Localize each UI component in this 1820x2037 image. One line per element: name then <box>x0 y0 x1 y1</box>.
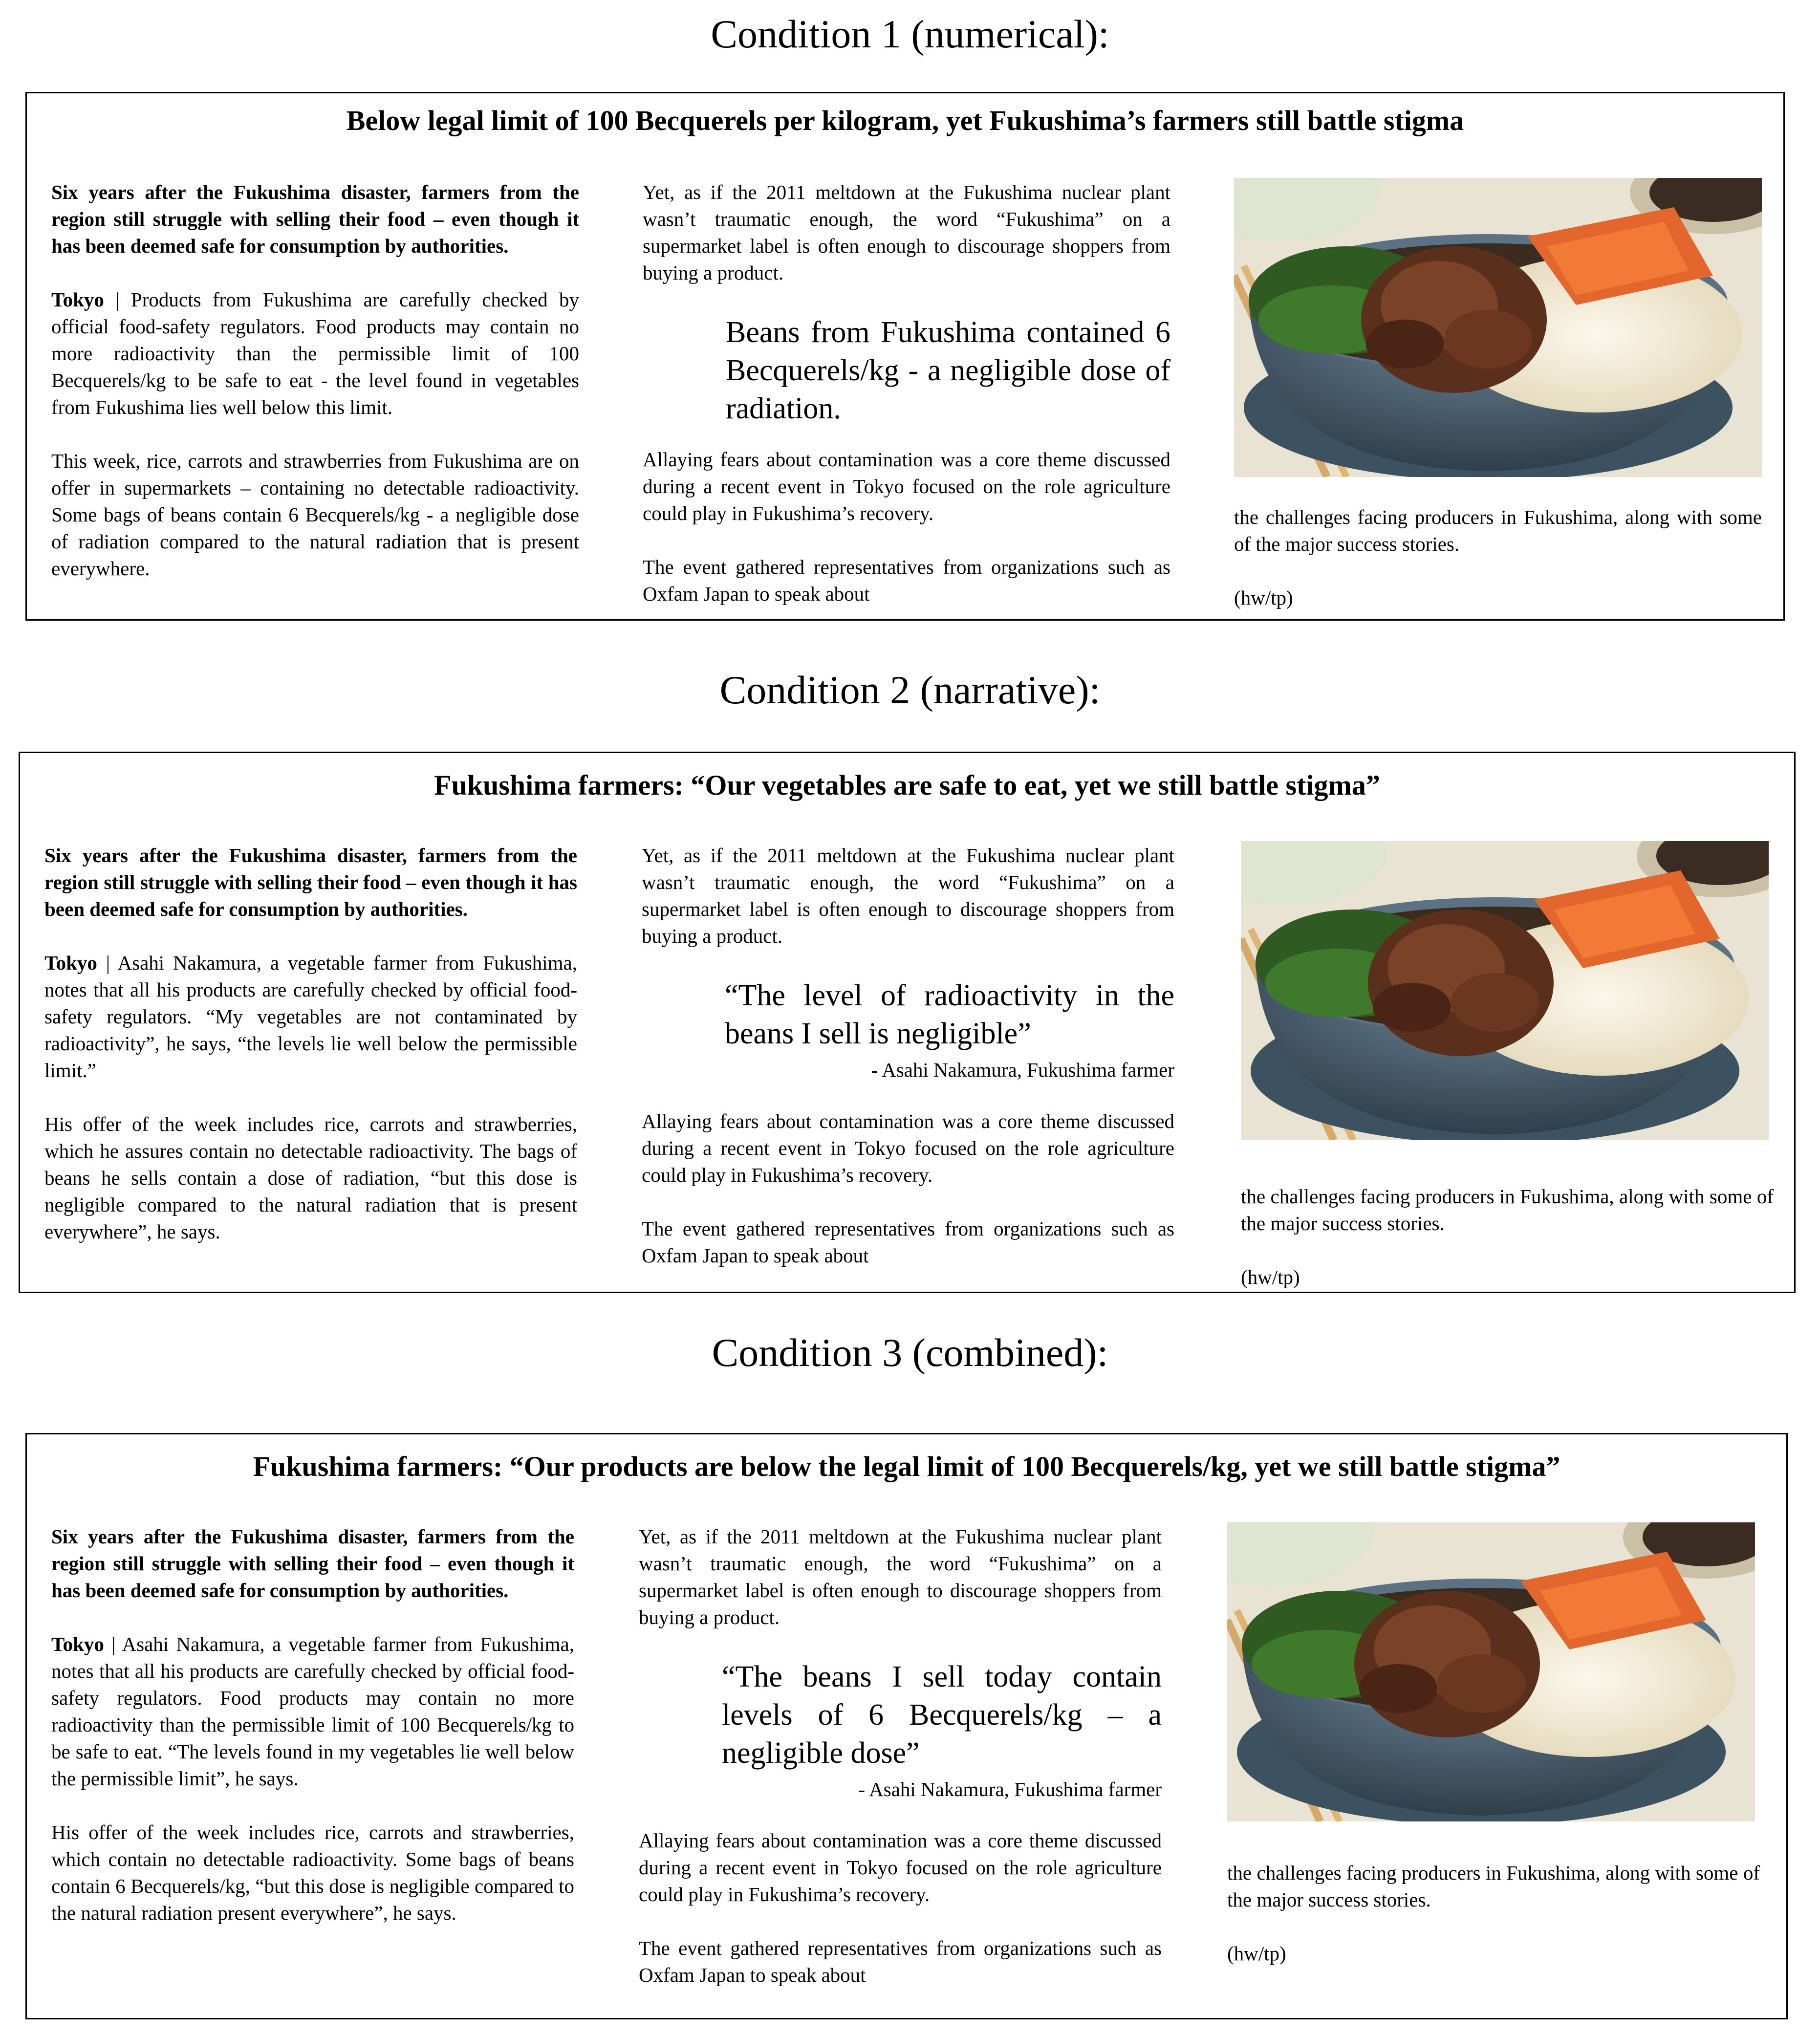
article-column-middle <box>642 842 1174 1269</box>
middle-paragraph-1: Yet, as if the 2011 meltdown at the Fukushima nuclear plant wasn’t traumatic enough, the word “Fukushima” on a supermarket label is often enough to discourage shoppers from buying a product. <box>639 1525 1162 1628</box>
right-paragraph: the challenges facing producers in Fukushima, along with some of the major success stories. <box>1241 1185 1774 1235</box>
article-column-right <box>1227 1860 1760 1994</box>
article-panel <box>25 92 1785 621</box>
article-headline: Fukushima farmers: “Our vegetables are safe to eat, yet we still battle stigma” <box>434 769 1380 801</box>
right-paragraph: the challenges facing producers in Fukushima, along with some of the major success stories. <box>1227 1862 1760 1911</box>
quote-attribution: - Asahi Nakamura, Fukushima farmer <box>858 1778 1162 1800</box>
article-panel <box>19 752 1796 1293</box>
article-body-paragraph-1 <box>51 286 579 421</box>
condition-title: Condition 2 (narrative): <box>719 668 1101 712</box>
author-signature: (hw/tp) <box>1241 1266 1300 1288</box>
author-signature: (hw/tp) <box>1227 1942 1286 1965</box>
middle-paragraph-2: Allaying fears about contamination was a core theme discussed during a recent event in Tokyo focused on the role agriculture could play in Fukushima’s recovery. <box>639 1829 1162 1906</box>
article-photo <box>1241 841 1769 1140</box>
article-body-paragraph-2: His offer of the week includes rice, carrots and strawberries, which contain no detectable radioactivity. Some bags of beans contain 6 Becquerels/kg, “but this dose is negligible compared to the natural radiation present everywhere”, he says. <box>51 1821 574 1924</box>
article-column-left <box>44 842 577 1245</box>
article-panel <box>25 1433 1788 2019</box>
body-text: | Asahi Nakamura, a vegetable farmer from Fukushima, notes that all his products are carefully checked by official food-safety regulators. Food products may contain no more radioactivity than the permissible limit of 100 Becquerels/kg to be safe to eat. “The levels found in my vegetables lie well below the permissible limit”, he says. <box>51 1633 574 1790</box>
food-bowl-illustration <box>1234 178 1762 477</box>
article-lead: Six years after the Fukushima disaster, farmers from the region still struggle with selling their food – even though it has been deemed safe for consumption by authorities. <box>44 844 577 920</box>
article-body-paragraph-1 <box>51 1631 574 1792</box>
body-text: | Asahi Nakamura, a vegetable farmer from Fukushima, notes that all his products are carefully checked by official food-safety regulators. “My vegetables are not contaminated by radioactivity”, he says, “the levels lie well below the permissible limit.” <box>44 952 577 1082</box>
body-text: | Products from Fukushima are carefully checked by official food-safety regulators. Food products may contain no more radioactivity than the permissible limit of 100 Becquerels/kg to be safe to eat - the level found in vegetables from Fukushima lies well below this limit. <box>51 288 579 418</box>
middle-paragraph-3: The event gathered representatives from organizations such as Oxfam Japan to speak about <box>639 1937 1162 1986</box>
article-lead: Six years after the Fukushima disaster, farmers from the region still struggle with selling their food – even though it has been deemed safe for consumption by authorities. <box>51 181 579 257</box>
author-signature: (hw/tp) <box>1234 586 1293 609</box>
article-body-paragraph-1 <box>44 950 577 1084</box>
pull-quote: “The level of radioactivity in the beans I sell is negligible” <box>725 979 1174 1050</box>
article-photo <box>1227 1522 1755 1821</box>
article-body-paragraph-2: His offer of the week includes rice, carrots and strawberries, which he assures contain no detectable radioactivity. The bags of beans he sells contain a dose of radiation, “but this dose is negligible compared to the natural radiation that is present everywhere”, he says. <box>44 1113 577 1243</box>
middle-paragraph-2: Allaying fears about contamination was a core theme discussed during a recent event in Tokyo focused on the role agriculture could play in Fukushima’s recovery. <box>643 448 1170 524</box>
food-bowl-illustration <box>1241 841 1769 1140</box>
condition-title: Condition 3 (combined): <box>712 1330 1108 1375</box>
article-lead: Six years after the Fukushima disaster, farmers from the region still struggle with selling their food – even though it has been deemed safe for consumption by authorities. <box>51 1525 574 1602</box>
dateline: Tokyo <box>44 952 97 974</box>
article-column-right <box>1241 1183 1774 1318</box>
article-column-right <box>1234 504 1762 638</box>
condition-title: Condition 1 (numerical): <box>711 12 1109 56</box>
pull-quote: “The beans I sell today contain levels of 6 Becquerels/kg – a negligible dose” <box>722 1660 1162 1770</box>
dateline: Tokyo <box>51 1633 104 1655</box>
pull-quote: Beans from Fukushima contained 6 Becquerels/kg - a negligible dose of radiation. <box>726 316 1170 425</box>
article-column-middle <box>643 179 1170 607</box>
middle-paragraph-1: Yet, as if the 2011 meltdown at the Fukushima nuclear plant wasn’t traumatic enough, the word “Fukushima” on a supermarket label is often enough to discourage shoppers from buying a product. <box>643 181 1170 284</box>
article-column-middle <box>639 1523 1162 1989</box>
dateline: Tokyo <box>51 288 104 311</box>
middle-paragraph-3: The event gathered representatives from organizations such as Oxfam Japan to speak about <box>642 1217 1174 1267</box>
article-headline: Below legal limit of 100 Becquerels per kilogram, yet Fukushima’s farmers still battle stigma <box>346 105 1464 136</box>
right-paragraph: the challenges facing producers in Fukushima, along with some of the major success stories. <box>1234 506 1762 555</box>
middle-paragraph-1: Yet, as if the 2011 meltdown at the Fukushima nuclear plant wasn’t traumatic enough, the word “Fukushima” on a supermarket label is often enough to discourage shoppers from buying a product. <box>642 844 1174 947</box>
article-photo <box>1234 178 1762 477</box>
quote-attribution: - Asahi Nakamura, Fukushima farmer <box>871 1059 1174 1081</box>
food-bowl-illustration <box>1227 1522 1755 1821</box>
middle-paragraph-2: Allaying fears about contamination was a core theme discussed during a recent event in Tokyo focused on the role agriculture could play in Fukushima’s recovery. <box>642 1110 1174 1186</box>
middle-paragraph-3: The event gathered representatives from organizations such as Oxfam Japan to speak about <box>643 556 1170 605</box>
article-column-left <box>51 179 579 582</box>
article-headline: Fukushima farmers: “Our products are below the legal limit of 100 Becquerels/kg, yet we still battle stigma” <box>253 1451 1560 1482</box>
article-column-left <box>51 1523 574 1927</box>
article-body-paragraph-2: This week, rice, carrots and strawberries from Fukushima are on offer in supermarkets – containing no detectable radioactivity. Some bags of beans contain 6 Becquerels/kg - a negligible dose of radiation compared to the natural radiation that is present everywhere. <box>51 450 579 580</box>
